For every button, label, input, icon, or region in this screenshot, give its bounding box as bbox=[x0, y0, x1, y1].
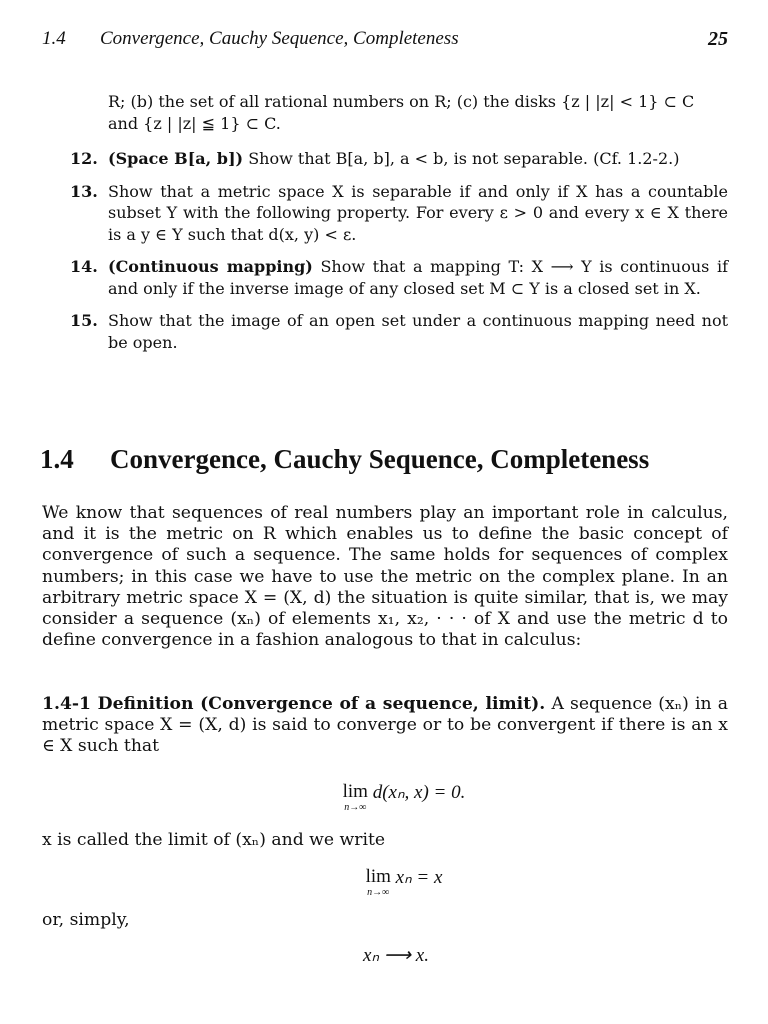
lim-subscript: n→∞ bbox=[367, 887, 390, 898]
definition-paragraph bbox=[42, 694, 728, 758]
header-section-title: Convergence, Cauchy Sequence, Completeness bbox=[100, 28, 459, 49]
section-number: 1.4 bbox=[40, 444, 74, 474]
simply-sentence: or, simply, bbox=[42, 910, 130, 930]
problem-item bbox=[70, 310, 728, 353]
lim-text: lim bbox=[365, 866, 391, 887]
continuation-line-2: and {z | |z| ≦ 1} ⊂ C. bbox=[108, 113, 281, 133]
limit-operator bbox=[366, 866, 391, 898]
section-title: Convergence, Cauchy Sequence, Completeness bbox=[110, 444, 650, 474]
problem-heading: (Space B[a, b]) bbox=[108, 149, 244, 168]
problem-continuation bbox=[70, 91, 728, 134]
lim-text: lim bbox=[342, 781, 368, 802]
problem-item bbox=[70, 256, 728, 299]
problem-item bbox=[70, 148, 728, 170]
equation-limit-distance bbox=[0, 781, 768, 813]
definition-label: 1.4-1 Definition (Convergence of a sequence, limit). bbox=[42, 694, 546, 714]
problem-number: 15. bbox=[70, 311, 98, 330]
problem-list bbox=[70, 91, 728, 364]
problem-number: 14. bbox=[70, 257, 98, 276]
problem-text: Show that a metric space X is separable if and only if X has a countable subset Y with the following property. For every ε > 0 and every x ∈ X there is a y ∈ Y such that d(x, y) < ε. bbox=[108, 181, 728, 244]
page-number: 25 bbox=[708, 28, 728, 50]
problem-item bbox=[70, 181, 728, 246]
problem-text: Show that a mapping T: X ⟶ Y is continuous if and only if the inverse image of any closed set M ⊂ Y is a closed set in X. bbox=[108, 257, 728, 298]
limit-operator bbox=[343, 781, 368, 813]
problem-number: 13. bbox=[70, 181, 98, 201]
continuation-line-1: R; (b) the set of all rational numbers on R; (c) the disks {z | |z| < 1} ⊂ C bbox=[108, 92, 695, 111]
running-header bbox=[42, 28, 728, 52]
problem-text: Show that B[a, b], a < b, is not separable. (Cf. 1.2-2.) bbox=[248, 149, 680, 168]
limit-sentence: x is called the limit of (xₙ) and we write bbox=[42, 830, 386, 850]
intro-paragraph: We know that sequences of real numbers play an important role in calculus, and it is the metric on R which enables us to define the basic concept of convergence of such a sequence. The same holds for sequences of complex numbers; in this case we have to use the metric on the complex plane. In an arbitrary metric space X = (X, d) the situation is quite similar, that is, we may consider a sequence (xₙ) of elements x₁, x₂, · · · of X and use the metric d to define convergence in a fashion analogous to that in calculus: bbox=[42, 503, 728, 651]
equation-body: d(xₙ, x) = 0. bbox=[372, 782, 466, 803]
equation-body: xₙ = x bbox=[395, 867, 443, 888]
problem-number: 12. bbox=[70, 149, 98, 168]
equation-arrow bbox=[0, 944, 768, 967]
section-heading bbox=[40, 444, 740, 475]
header-section-number: 1.4 bbox=[42, 28, 66, 49]
problem-text: Show that the image of an open set under a continuous mapping need not be open. bbox=[108, 311, 728, 352]
definition-text: A sequence (xₙ) in a metric space X = (X, d) is said to converge or to be convergent if there is an x ∈ X such that bbox=[42, 694, 728, 757]
equation-body: xₙ ⟶ x. bbox=[363, 945, 429, 966]
problem-heading: (Continuous mapping) bbox=[108, 257, 313, 276]
lim-subscript: n→∞ bbox=[344, 802, 367, 813]
equation-limit-sequence bbox=[0, 866, 768, 898]
